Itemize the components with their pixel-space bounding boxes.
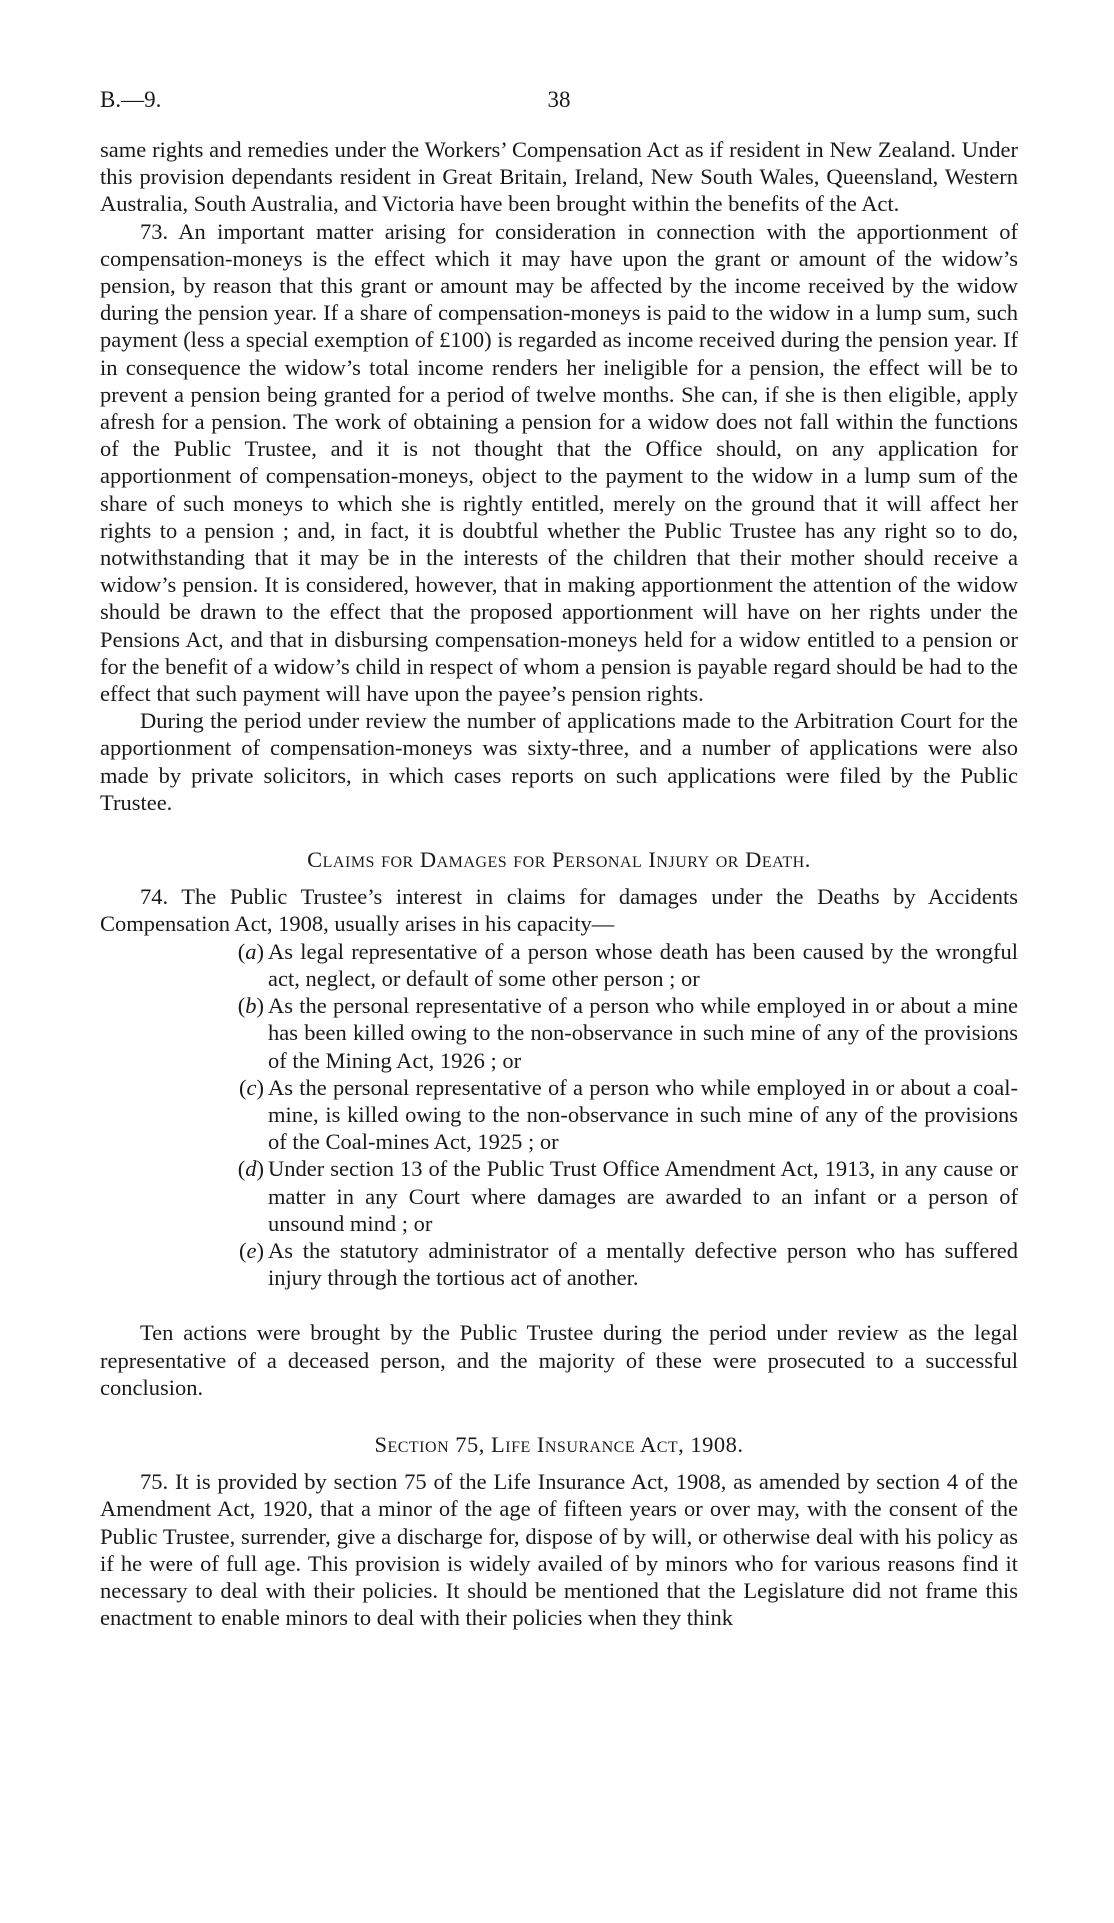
section-heading-section-75: Section 75, Life Insurance Act, 1908.	[374, 1431, 744, 1457]
paragraph-73: 73. An important matter arising for consideration in connection with the apportionment of compensation-moneys is the effect which it may have upon the grant or amount of the widow’s pension, by reason that this grant or amount may be affected by the income received by the widow during the pension year. If a share of compensation-moneys is paid to the widow in a lump sum, such payment (less a special exemption of £100) is regarded as income received during the pension year. If in consequence the widow’s total income renders her ineligible for a pension, the effect will be to prevent a pension being granted for a period of twelve months. She can, if she is then eligible, apply afresh for a pension. The work of obtaining a pension for a widow does not fall within the functions of the Public Trustee, and it is not thought that the Office should, on any application for apportionment of compensation-moneys, object to the payment to the widow in a lump sum of the share of such moneys to which she is rightly entitled, merely on the ground that it will affect her rights to a pension ; and, in fact, it is doubtful whether the Public Trustee has any right so to do, notwithstanding that it may be in the interests of the children that their mother should receive a widow’s pension. It is considered, however, that in making apportionment the attention of the widow should be drawn to the effect that the proposed apportionment will have on her rights under the Pensions Act, and that in disbursing compensation-moneys held for a widow entitled to a pension or for the benefit of a widow’s child in respect of whom a pension is payable regard should be had to the effect that such payment will have upon the payee’s pension rights.	[100, 218, 1018, 707]
clause-label: (e)	[239, 1237, 264, 1263]
clause-label: (c)	[239, 1074, 264, 1100]
page-header	[100, 86, 1018, 136]
document-reference: B.—9.	[100, 87, 162, 112]
continued-paragraph: same rights and remedies under the Workers’ Compensation Act as if resident in New Zealand. Under this provision dependants resident in Great Britain, Ireland, New South Wales, Queensland, Western Australia, South Australia, and Victoria have been brought within the benefits of the Act.	[100, 137, 1018, 217]
clause-item	[100, 938, 1018, 992]
paragraph-73-continued: During the period under review the number of applications made to the Arbitration Court for the apportionment of compensation-moneys was sixty-three, and a number of applications were also made by private solicitors, in which cases reports on such applications were filed by the Public Trustee.	[100, 708, 1018, 815]
clause-label: (a)	[237, 938, 264, 964]
paragraph-75: 75. It is provided by section 75 of the Life Insurance Act, 1908, as amended by section 4 of the Amendment Act, 1920, that a minor of the age of fifteen years or over may, with the consent of the Public Trustee, surrender, give a discharge for, dispose of by will, or otherwise deal with his policy as if he were of full age. This provision is widely availed of by minors who for various reasons find it necessary to deal with their policies. It should be mentioned that the Legislature did not frame this enactment to enable minors to deal with their policies when they think	[100, 1469, 1018, 1631]
clause-item	[100, 1155, 1018, 1237]
clause-list	[100, 938, 1018, 1292]
clause-text: As the statutory administrator of a mentally defective person who has suffered injury through the tortious act of another.	[268, 1237, 1018, 1291]
clause-text: As the personal representative of a person who while employed in or about a mine has been killed owing to the non-observance in such mine of any of the provisions of the Mining Act, 1926 ; or	[268, 993, 1018, 1073]
clause-label: (b)	[237, 993, 264, 1019]
clause-label: (d)	[237, 1156, 264, 1182]
section-heading-claims: Claims for Damages for Personal Injury or Death.	[307, 847, 811, 873]
page-number: 38	[547, 87, 571, 112]
clause-text: Under section 13 of the Public Trust Office Amendment Act, 1913, in any cause or matter in any Court where damages are awarded to an infant or a person of unsound mind ; or	[268, 1156, 1018, 1236]
clause-text: As the personal representative of a person who while employed in or about a coal-mine, is killed owing to the non-observance in such mine of any of the provisions of the Coal-mines Act, 1925 ; or	[268, 1074, 1018, 1155]
paragraph-74-continued: Ten actions were brought by the Public Trustee during the period under review as the legal representative of a deceased person, and the majority of these were prosecuted to a successful conclusion.	[100, 1320, 1018, 1400]
paragraph-74: 74. The Public Trustee’s interest in claims for damages under the Deaths by Accidents Compensation Act, 1908, usually arises in his capacity—	[100, 884, 1018, 937]
clause-text: As legal representative of a person whose death has been caused by the wrongful act, neglect, or default of some other person ; or	[268, 938, 1018, 991]
clause-item	[100, 992, 1018, 1074]
clause-item	[100, 1074, 1018, 1156]
clause-item	[100, 1237, 1018, 1291]
